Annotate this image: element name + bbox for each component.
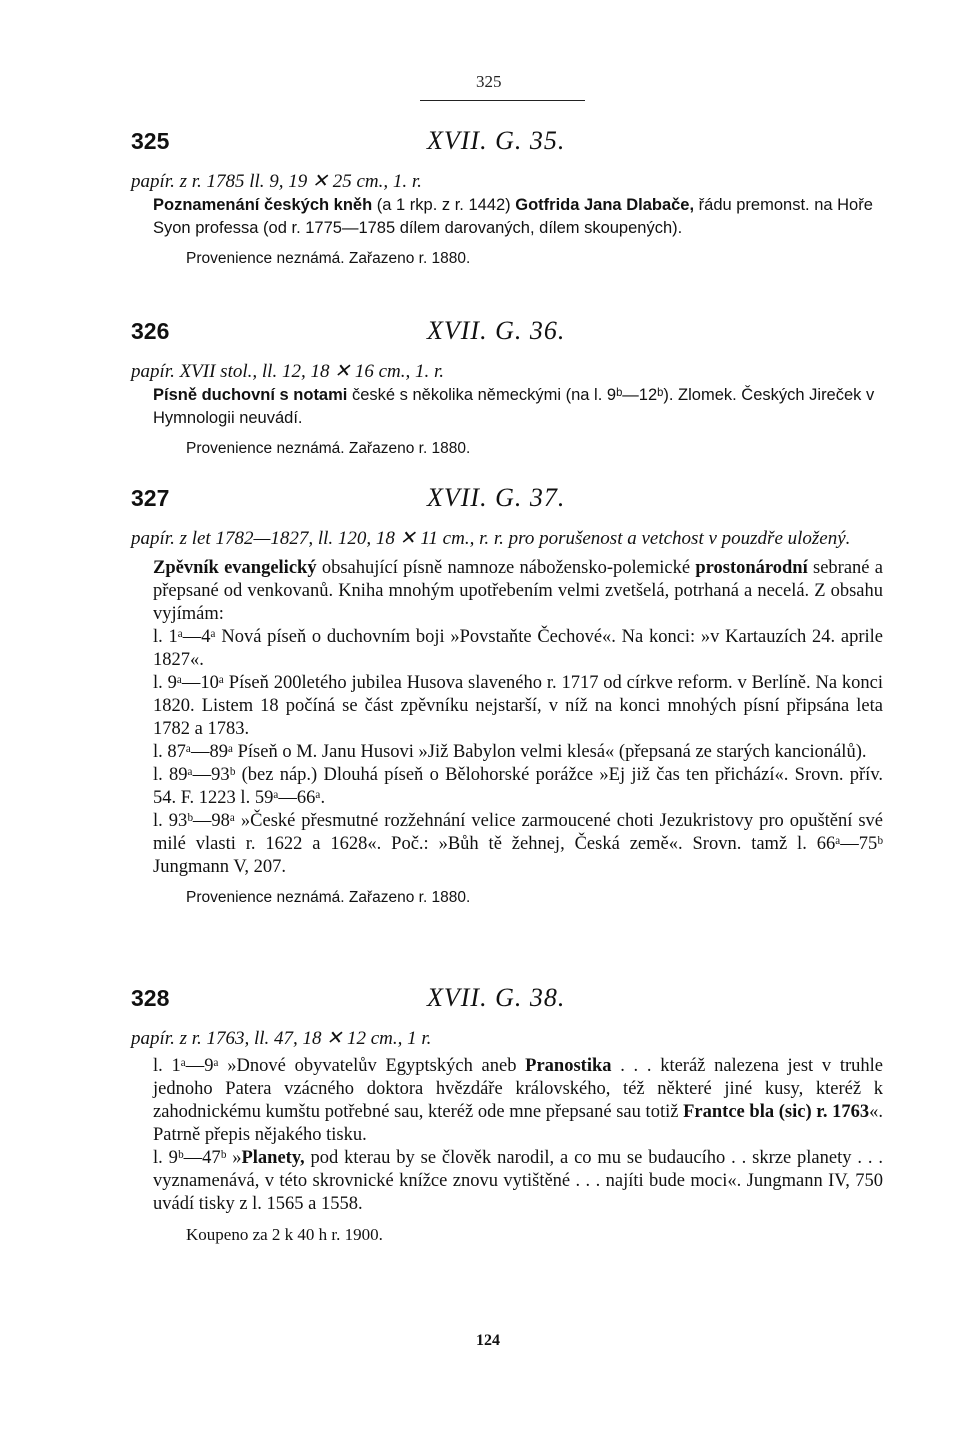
shelf-signature: XVII. G. 37. <box>427 483 566 512</box>
entry-number: 326 <box>131 318 170 344</box>
entry-header <box>131 985 883 1027</box>
entry-meta: papír. z let 1782—1827, ll. 120, 18 ✕ 11 cm., r. r. pro porušenost a vetchost v pouzdře uložený. <box>131 528 851 549</box>
entry-title-2: prostonárodní <box>695 558 808 578</box>
content-item: l. 93ᵇ—98ᵃ »České přesmutné rozžehnání velice zarmoucené choti Jezukristovy pro opuštění své milé vlasti r. 1622 a 1628«. Poč.: »Bůh tě žehnej, Česká země«. Srovn. tamž l. 66ᵃ—75ᵇ Jungmann V, 207. <box>153 811 883 877</box>
entry-text: obsahující písně namnoze nábožensko-polemické <box>316 558 696 578</box>
provenience: Provenience neznámá. Zařazeno r. 1880. <box>186 250 471 267</box>
shelf-signature: XVII. G. 36. <box>427 316 566 345</box>
entry-title-2: Gotfrida Jana Dlabače, <box>515 196 695 214</box>
entry-description <box>131 384 883 430</box>
content-item <box>131 1055 883 1147</box>
entry-meta: papír. XVII stol., ll. 12, 18 ✕ 16 cm., 1. r. <box>131 361 445 382</box>
header-rule <box>420 100 585 101</box>
entry-description <box>131 194 883 240</box>
entry-title: Písně duchovní s notami <box>153 386 348 404</box>
entry-number: 327 <box>131 485 170 511</box>
entry-header <box>131 128 883 170</box>
entry-meta: papír. z r. 1763, ll. 47, 18 ✕ 12 cm., 1 r. <box>131 1028 432 1049</box>
entry-number: 325 <box>131 128 170 154</box>
catalog-entry-325 <box>131 128 883 270</box>
entry-text: české s několika německými (na l. 9ᵇ—12ᵇ). Zlomek. Českých Jireček v Hymnologii neuvádí. <box>153 386 875 427</box>
entry-title: Zpěvník evangelický <box>153 558 317 578</box>
entry-header <box>131 318 883 360</box>
item-text: pod kterau by se člověk narodil, a co mu se budaucího . . skrze planety . . . vyznamenává, v této skrovnické knížce znovu vytištěné . . . najíti bude moci«. Jungmann IV, 750 uvádí tisky z l. 1565 a 1558. <box>153 1148 883 1214</box>
content-item <box>131 1147 883 1216</box>
catalog-entry-328 <box>131 985 883 1246</box>
running-head: 325 <box>476 72 502 91</box>
item-title: Planety, <box>241 1148 305 1168</box>
item-title: Pranostika <box>525 1056 612 1076</box>
provenience: Provenience neznámá. Zařazeno r. 1880. <box>186 440 471 457</box>
entry-title: Poznamenání českých kněh <box>153 196 373 214</box>
provenience: Provenience neznámá. Zařazeno r. 1880. <box>186 889 471 906</box>
item-text: l. 1ᵃ—9ᵃ »Dnové obyvatelův Egyptských aneb <box>153 1056 526 1076</box>
shelf-signature: XVII. G. 38. <box>427 983 566 1012</box>
item-text: «. Patrně přepis nějakého tisku. <box>153 1102 883 1145</box>
content-item: l. 1ᵃ—4ᵃ Nová píseň o duchovním boji »Povstaňte Čechové«. Na konci: »v Kartauzích 24. aprile 1827«. <box>153 627 883 670</box>
entry-text: (a 1 rkp. z r. 1442) <box>372 196 516 214</box>
item-text: . . . kteráž nalezena jest v truhle jednoho Patera vzácného doktora hvězdáře královského, též některé jiné kusy, kteréž k zahodnickému kumštu potřebné sau, kteréž ode mne přepsané sau totiž <box>153 1056 883 1122</box>
entry-number: 328 <box>131 985 170 1011</box>
catalog-entry-326 <box>131 318 883 460</box>
page-number: 124 <box>476 1332 500 1349</box>
entry-text-2: sebrané a přepsané od venkovanů. Kniha mnohým upotřebením velmi zvetšelá, potrhaná a necelá. Z obsahu vyjímám: <box>153 558 883 624</box>
entry-description <box>131 557 883 626</box>
shelf-signature: XVII. G. 35. <box>427 126 566 155</box>
item-title: Frantce bla (sic) r. 1763 <box>683 1102 870 1122</box>
content-item: l. 9ᵃ—10ᵃ Píseň 200letého jubilea Husova slaveného r. 1717 od církve reform. v Berlíně. Na konci 1820. Listem 18 počíná se část zpěvníku nejstarší, v níž na konci mnohých písní připsána leta 1782 a 1783. <box>153 673 883 739</box>
acquisition-note: Koupeno za 2 k 40 h r. 1900. <box>186 1225 383 1244</box>
content-item: l. 87ᵃ—89ᵃ Píseň o M. Janu Husovi »Již Babylon velmi klesá« (přepsaná ze starých kancionálů). <box>153 742 867 762</box>
content-item: l. 89ᵃ—93ᵇ (bez náp.) Dlouhá píseň o Bělohorské porážce »Ej již čas ten přichází«. Srovn. přív. 54. F. 1223 l. 59ᵃ—66ᵃ. <box>153 765 883 808</box>
catalog-entry-327 <box>131 485 883 909</box>
entry-header <box>131 485 883 527</box>
item-text: l. 9ᵇ—47ᵇ » <box>153 1148 242 1168</box>
entry-meta: papír. z r. 1785 ll. 9, 19 ✕ 25 cm., 1. r. <box>131 171 422 192</box>
entry-text-2: řádu premonst. na Hoře Syon professa (od r. 1775—1785 dílem darovaných, dílem skoupených). <box>153 196 873 237</box>
